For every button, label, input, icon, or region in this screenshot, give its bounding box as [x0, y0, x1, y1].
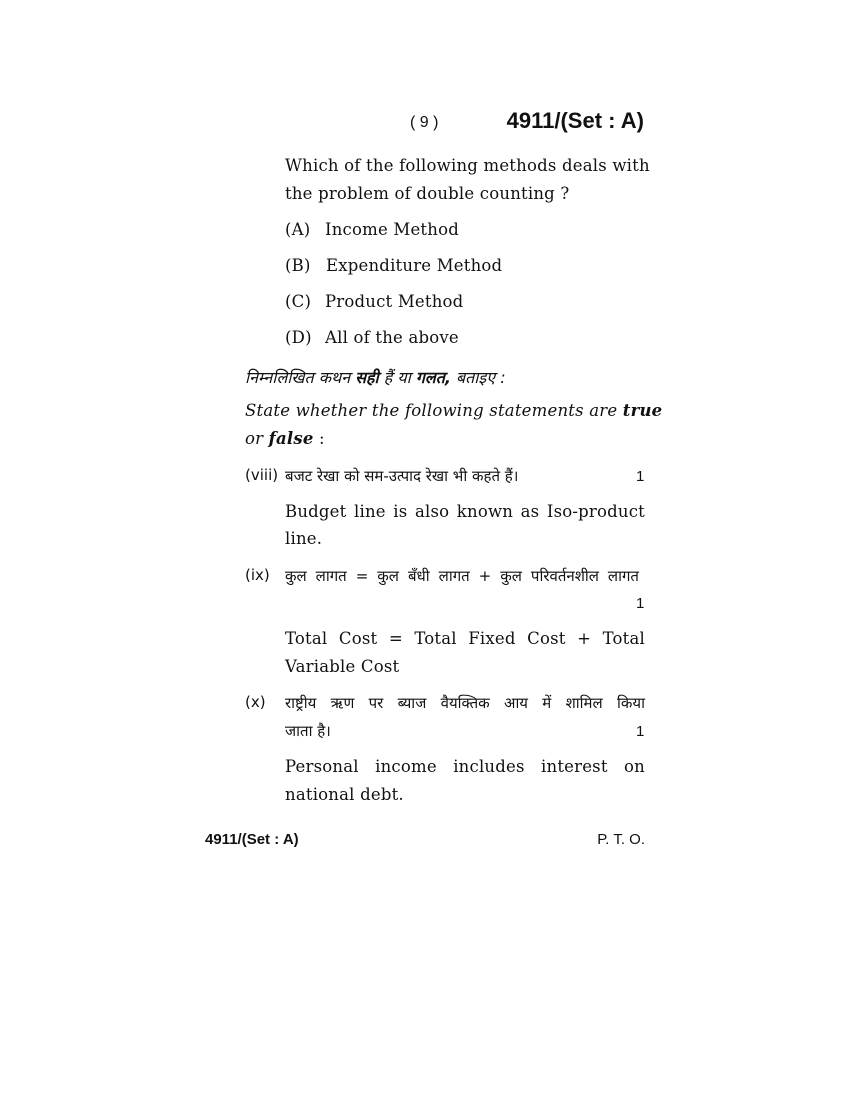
paper-code: 4911/(Set : A) [506, 108, 644, 133]
option-d-text: All of the above [325, 328, 459, 347]
section-instruction-english: State whether the following statements are true [245, 401, 663, 420]
option-a-label: (A) [285, 220, 311, 239]
item-number: (ix) [245, 566, 270, 584]
item-hindi-text: बजट रेखा को सम-उत्पाद रेखा भी कहते हैं। [285, 467, 519, 485]
item-number: (viii) [245, 466, 279, 484]
item-hindi-text-line-2: जाता है। [285, 722, 331, 740]
item-english-line-2: line. [285, 529, 323, 548]
section-instruction-hindi: निम्नलिखित कथन सही हैं या गलत, बताइए : [245, 368, 506, 387]
item-english-line-1: Budget line is also known as Iso-product [285, 502, 645, 521]
option-c-text: Product Method [325, 292, 464, 311]
option-d-label: (D) [285, 328, 312, 347]
footer-pto: P. T. O. [597, 831, 645, 848]
item-hindi-text-line-1: राष्ट्रीय ऋण पर ब्याज वैयक्तिक आय में शामिल किया [285, 694, 645, 712]
question-line-2: the problem of double counting ? [285, 184, 570, 203]
footer-paper-code: 4911/(Set : A) [205, 831, 299, 848]
item-english-line-1: Total Cost = Total Fixed Cost + Total [285, 629, 645, 648]
option-a-text: Income Method [325, 220, 459, 239]
item-english-line-2: national debt. [285, 785, 404, 804]
item-marks: 1 [636, 468, 645, 485]
item-marks: 1 [636, 723, 645, 740]
option-b-text: Expenditure Method [326, 256, 503, 275]
item-english-line-1: Personal income includes interest on [285, 757, 645, 776]
item-number: (x) [245, 693, 266, 711]
item-english-line-2: Variable Cost [285, 657, 400, 676]
page-number: ( 9 ) [410, 114, 439, 131]
question-line-1: Which of the following methods deals with [285, 156, 650, 175]
option-c-label: (C) [285, 292, 312, 311]
item-hindi-text: कुल लागत = कुल बँधी लागत + कुल परिवर्तनशील लागत [285, 567, 639, 585]
option-b-label: (B) [285, 256, 311, 275]
item-marks: 1 [636, 595, 645, 612]
section-instruction-english-cont: or false : [245, 429, 325, 448]
